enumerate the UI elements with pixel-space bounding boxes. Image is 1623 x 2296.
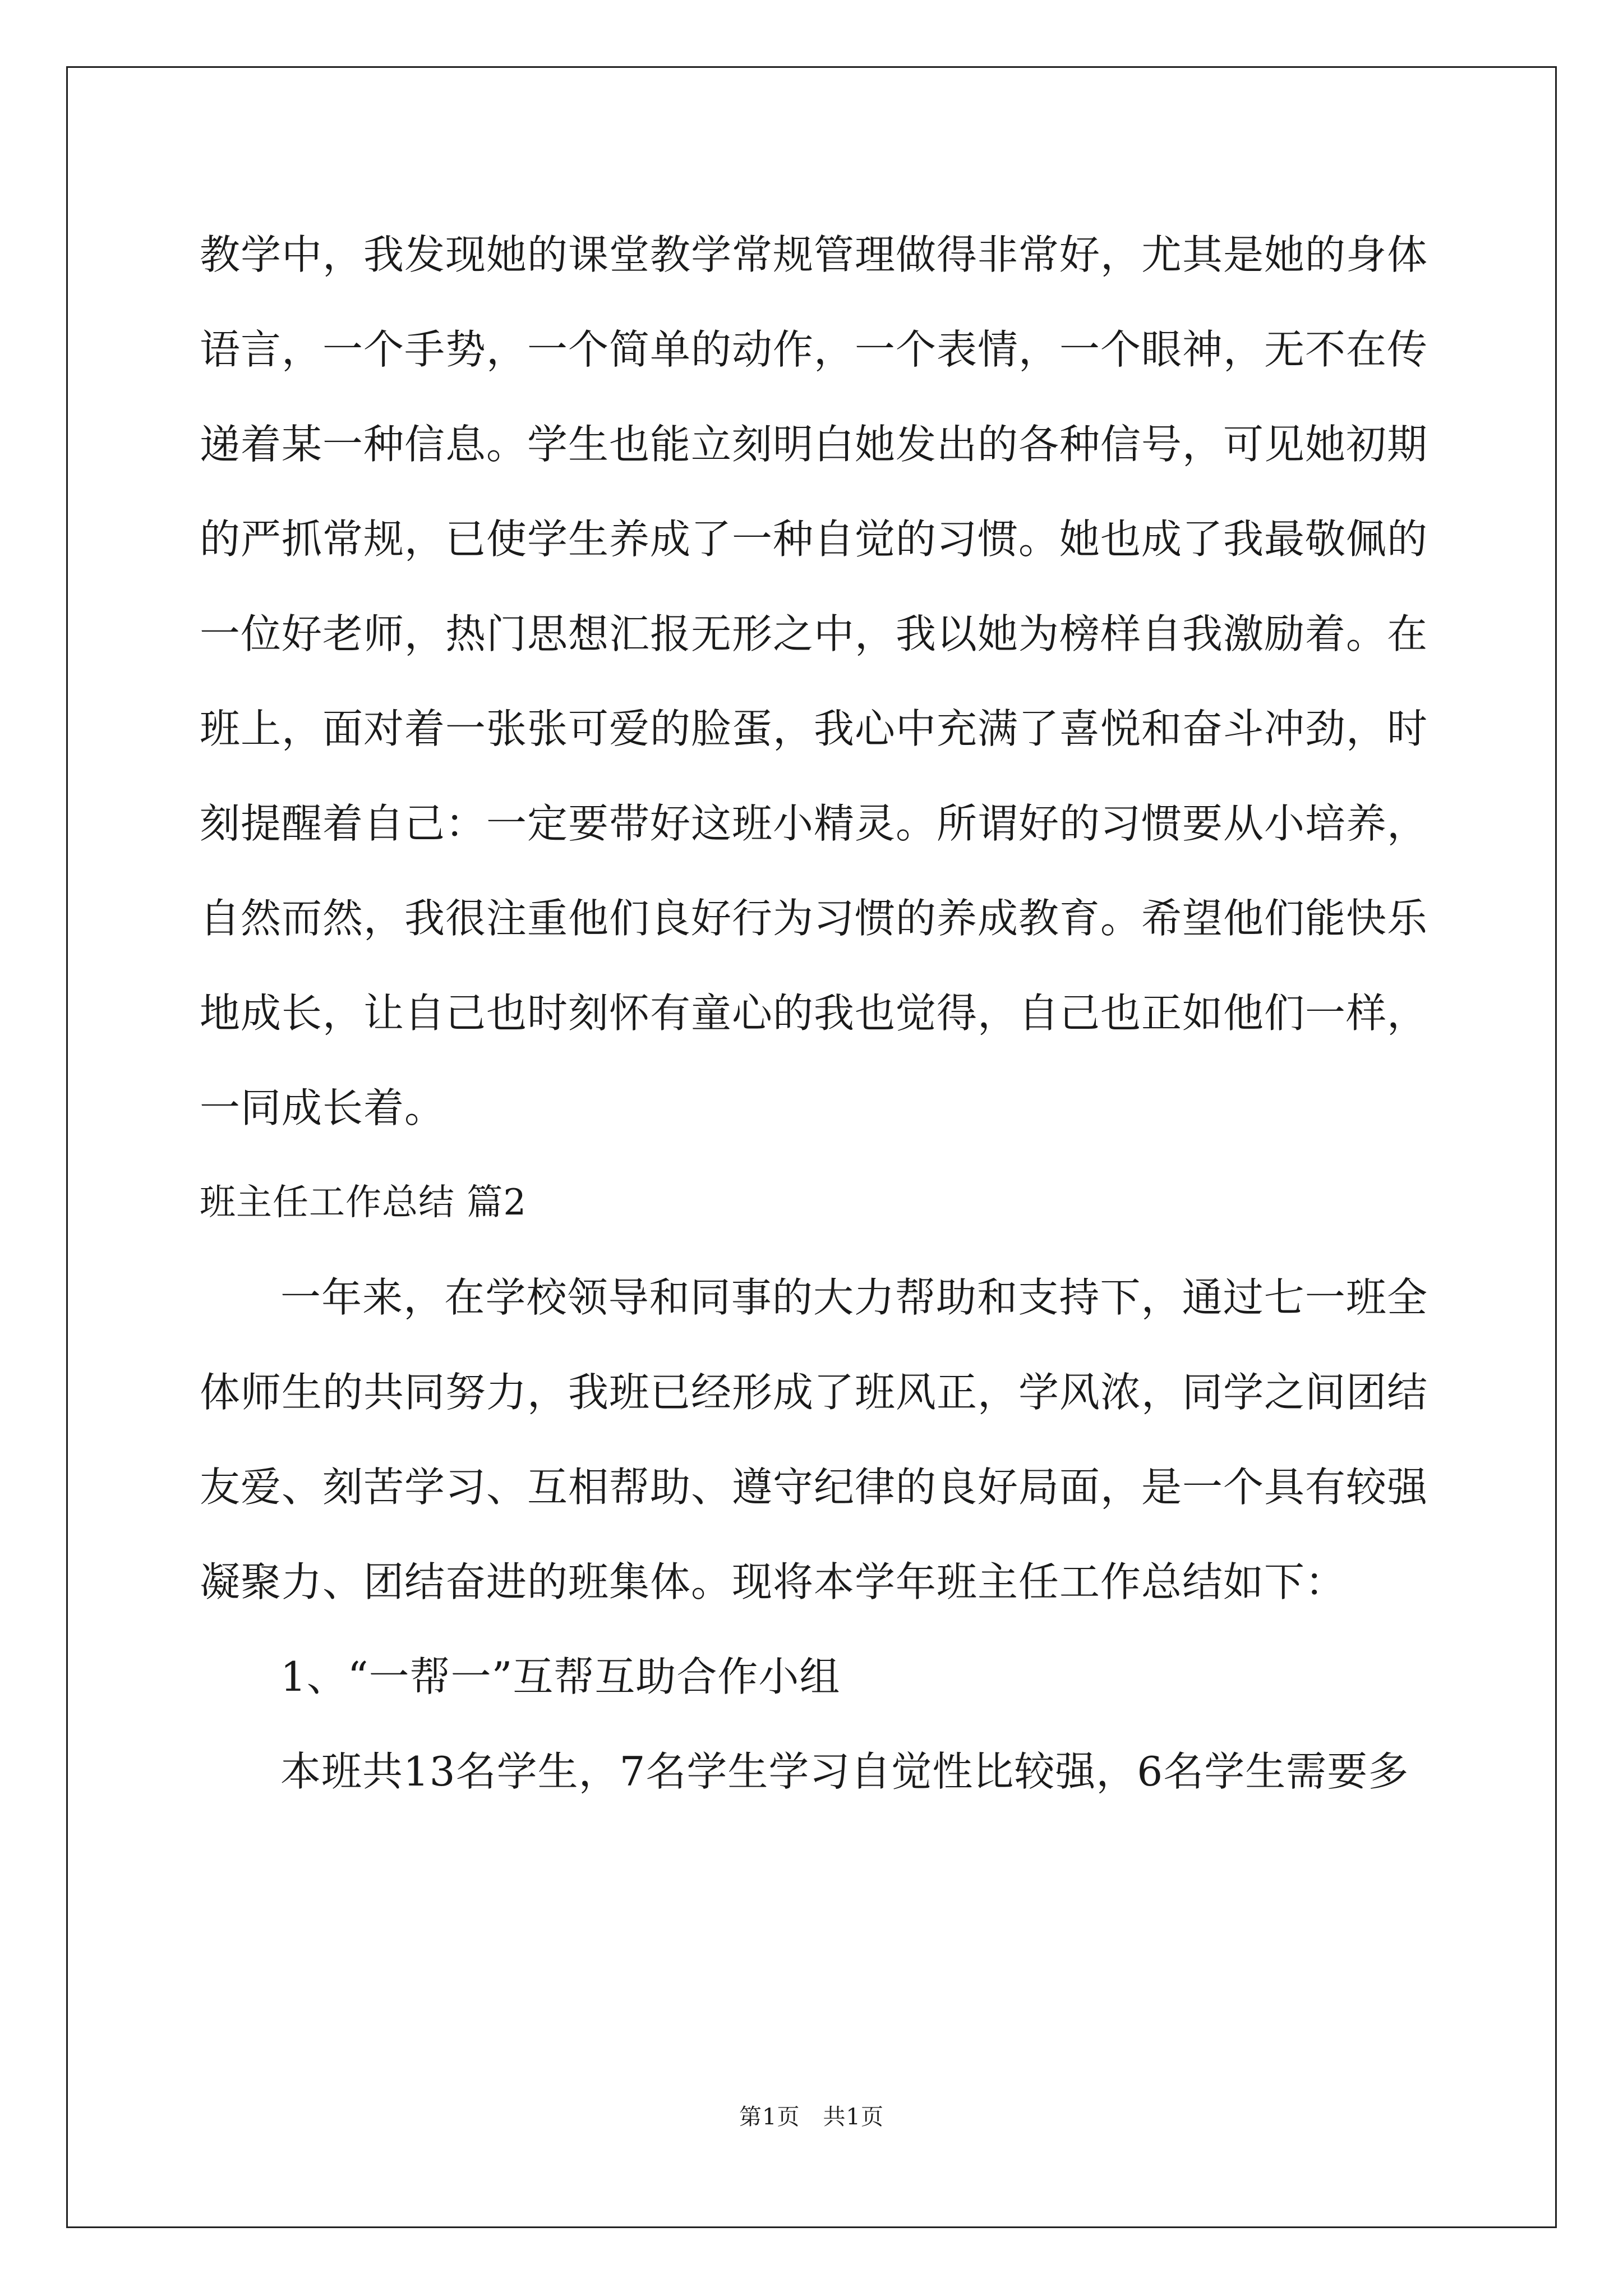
paragraph-1: 教学中，我发现她的课堂教学常规管理做得非常好，尤其是她的身体语言，一个手势，一个简单的动作，一个表情，一个眼神，无不在传递着某一种信息。学生也能立刻明白她发出的各种信号，可见她初期的严抓常规，已使学生养成了一种自觉的习惯。她也成了我最敬佩的一位好老师，热门思想汇报无形之中，我以她为榜样自我激励着。在班上，面对着一张张可爱的脸蛋，我心中充满了喜悦和奋斗冲劲，时刻提醒着自己：一定要带好这班小精灵。所谓好的习惯要从小培养，自然而然，我很注重他们良好行为习惯的养成教育。希望他们能快乐地成长，让自己也时刻怀有童心的我也觉得，自己也正如他们一样，一同成长着。: [200, 231, 1428, 1131]
paragraph-2: 一年来，在学校领导和同事的大力帮助和支持下，通过七一班全体师生的共同努力，我班已经形成了班风正，学风浓，同学之间团结友爱、刻苦学习、互相帮助、遵守纪律的良好局面，是一个具有较强凝聚力、团结奋进的班集体。现将本学年班主任工作总结如下：: [200, 1274, 1428, 1605]
document-body: [200, 208, 1428, 1819]
list-item-1-title: 1、“一帮一”互帮互助合作小组: [280, 1653, 841, 1700]
page-number-footer: 第1页 共1页: [739, 2104, 884, 2130]
paragraph-3: 本班共13名学生，7名学生学习自觉性比较强，6名学生需要多: [280, 1748, 1409, 1795]
section-heading: 班主任工作总结 篇2: [200, 1182, 527, 1223]
